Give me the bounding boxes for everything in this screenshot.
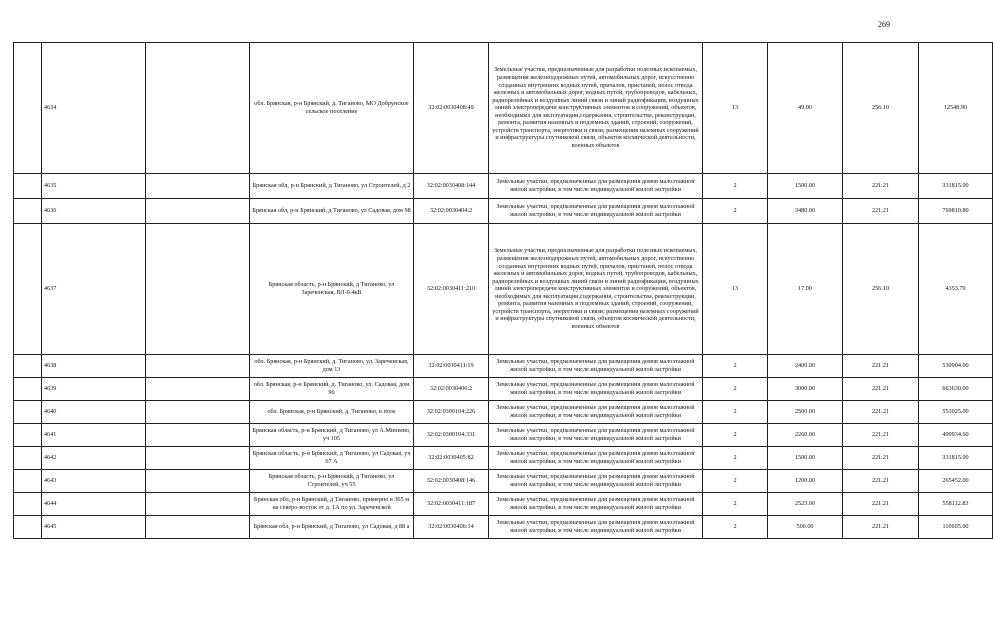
- address-cell: Брянская область, р-н Брянский, д Тиганово, ул Садовая, уч 67 А: [250, 447, 414, 470]
- category-cell: 2: [703, 401, 768, 424]
- empty-cell: [14, 401, 42, 424]
- area-cell: 1200.00: [768, 470, 843, 493]
- empty-cell: [146, 516, 250, 539]
- cadastral-number-cell: 32:02:0030408:49: [414, 43, 489, 174]
- empty-cell: [14, 424, 42, 447]
- area-cell: 2260.00: [768, 424, 843, 447]
- area-cell: 3000.00: [768, 378, 843, 401]
- row-number: 4638: [42, 355, 146, 378]
- permitted-use-cell: Земельные участки, предназначенные для размещения домов малоэтажной жилой застройки, в том числе индивидуальной жилой застройки: [489, 470, 703, 493]
- cadastral-number-cell: 32:02:0300104:331: [414, 424, 489, 447]
- category-cell: 2: [703, 174, 768, 199]
- permitted-use-cell: Земельные участки, предназначенные для размещения домов малоэтажной жилой застройки, в том числе индивидуальной жилой застройки: [489, 174, 703, 199]
- row-number: 4639: [42, 378, 146, 401]
- empty-cell: [14, 43, 42, 174]
- empty-cell: [146, 224, 250, 355]
- table-row: [14, 516, 993, 539]
- permitted-use-cell: Земельные участки, предназначенные для разработки полезных ископаемых, размещения железнодорожных путей, автомобильных дорог, искусственно созданных внутренних водных путей, причалов, пристаней, полос отвода железных и автомобильных дорог, водных путей, трубопроводов, кабельных, радиорелейных и воздушных линий связи и линий радиофикации, воздушных линий электропередачи конструктивных элементов и сооружений, объектов, необходимых для эксплуатации,содержания, строительства, реконструкции, ремонта, развития наземных и подземных зданий, строений, сооружений, устройств транспорта, энергетики и связи; размещения наземных сооружений и инфраструктуры спутниковой связи, объектов космической деятельности, военных объектов: [489, 43, 703, 174]
- address-cell: Брянская обл, р-н Брянский, д Тиганово, ул Садовая, дом 98: [250, 199, 414, 224]
- row-number: 4636: [42, 199, 146, 224]
- cadastral-cost-cell: 530904.00: [919, 355, 993, 378]
- empty-cell: [146, 199, 250, 224]
- table-row: [14, 470, 993, 493]
- cadastral-cost-cell: 558112.83: [919, 493, 993, 516]
- rate-cell: 256.10: [843, 224, 919, 355]
- cadastral-cost-cell: 499934.60: [919, 424, 993, 447]
- rate-cell: 221.21: [843, 447, 919, 470]
- category-cell: 2: [703, 199, 768, 224]
- address-cell: Брянская обл, р-н Брянский, д Тиганово, примерно в 365 м на северо-восток от д. 1А по ул. Зареченской: [250, 493, 414, 516]
- address-cell: Брянская область, р-н Брянский, д Тиганово, ул А.Минеево, уч 105: [250, 424, 414, 447]
- address-cell: обл. Брянская, р-н Брянский, д. Тиганово, МО Добрунское сельское поселение: [250, 43, 414, 174]
- rate-cell: 221.21: [843, 174, 919, 199]
- category-cell: 13: [703, 43, 768, 174]
- category-cell: 2: [703, 378, 768, 401]
- rate-cell: 221.21: [843, 378, 919, 401]
- row-number: 4635: [42, 174, 146, 199]
- table-body: [14, 43, 993, 539]
- row-number: 4642: [42, 447, 146, 470]
- cadastral-cost-cell: 110605.00: [919, 516, 993, 539]
- table-row: [14, 355, 993, 378]
- row-number: 4640: [42, 401, 146, 424]
- empty-cell: [146, 43, 250, 174]
- empty-cell: [14, 174, 42, 199]
- permitted-use-cell: Земельные участки, предназначенные для размещения домов малоэтажной жилой застройки, в том числе индивидуальной жилой застройки: [489, 199, 703, 224]
- row-number: 4643: [42, 470, 146, 493]
- rate-cell: 221.21: [843, 516, 919, 539]
- address-cell: Брянская обл, р-н Брянский, д Тиганово, ул Садовая, д 88 а: [250, 516, 414, 539]
- permitted-use-cell: Земельные участки, предназначенные для размещения домов малоэтажной жилой застройки, в том числе индивидуальной жилой застройки: [489, 355, 703, 378]
- area-cell: 2400.00: [768, 355, 843, 378]
- area-cell: 500.00: [768, 516, 843, 539]
- table-row: [14, 43, 993, 174]
- row-number: 4637: [42, 224, 146, 355]
- area-cell: 17.00: [768, 224, 843, 355]
- permitted-use-cell: Земельные участки, предназначенные для размещения домов малоэтажной жилой застройки, в том числе индивидуальной жилой застройки: [489, 401, 703, 424]
- empty-cell: [146, 447, 250, 470]
- address-cell: обл. Брянская, р-н Брянский, д. Тиганово, ул. Садовая, дом 90: [250, 378, 414, 401]
- permitted-use-cell: Земельные участки, предназначенные для разработки полезных ископаемых, размещения железнодорожных путей, автомобильных дорог, искусственно созданных внутренних водных путей, причалов, пристаней, полос отвода железных и автомобильных дорог, водных путей, трубопроводов, кабельных, радиорелейных и воздушных линий связи и линий радиофикации, воздушных линий электропередачи конструктивных элементов и сооружений, объектов, необходимых для эксплуатации,содержания, строительства, реконструкции, ремонта, развития наземных и подземных зданий, строений, сооружений, устройств транспорта, энергетики и связи; размещения наземных сооружений и инфраструктуры спутниковой связи, объектов космической деятельности, военных объектов: [489, 224, 703, 355]
- cadastral-cost-cell: 553025.00: [919, 401, 993, 424]
- empty-cell: [14, 378, 42, 401]
- category-cell: 2: [703, 516, 768, 539]
- cadastral-number-cell: 32:02:0030406:14: [414, 516, 489, 539]
- cadastral-number-cell: 32:02:0030408:146: [414, 470, 489, 493]
- rate-cell: 221.21: [843, 424, 919, 447]
- category-cell: 2: [703, 470, 768, 493]
- row-number: 4634: [42, 43, 146, 174]
- permitted-use-cell: Земельные участки, предназначенные для размещения домов малоэтажной жилой застройки, в том числе индивидуальной жилой застройки: [489, 378, 703, 401]
- cadastral-cost-cell: 331815.00: [919, 447, 993, 470]
- area-cell: 1500.00: [768, 174, 843, 199]
- row-number: 4645: [42, 516, 146, 539]
- category-cell: 2: [703, 424, 768, 447]
- table-row: [14, 378, 993, 401]
- page-number: 269: [878, 20, 890, 29]
- empty-cell: [14, 470, 42, 493]
- address-cell: обл. Брянская, р-н Брянский, д. Тиганово, в поле: [250, 401, 414, 424]
- rate-cell: 221.21: [843, 470, 919, 493]
- empty-cell: [14, 447, 42, 470]
- rate-cell: 221.21: [843, 199, 919, 224]
- rate-cell: 221.21: [843, 355, 919, 378]
- table-row: [14, 224, 993, 355]
- area-cell: 2523.00: [768, 493, 843, 516]
- table-row: [14, 447, 993, 470]
- address-cell: Брянская область, р-н Брянский, д Тиганово, ул Зареченская, ВЛ-0.4кВ: [250, 224, 414, 355]
- address-cell: Брянская обл, р-н Брянский, д Тиганово, ул Строителей, д 2: [250, 174, 414, 199]
- empty-cell: [146, 424, 250, 447]
- empty-cell: [146, 174, 250, 199]
- empty-cell: [146, 401, 250, 424]
- empty-cell: [14, 493, 42, 516]
- table-row: [14, 493, 993, 516]
- cadastral-number-cell: 32:02:0030408:144: [414, 174, 489, 199]
- permitted-use-cell: Земельные участки, предназначенные для размещения домов малоэтажной жилой застройки, в том числе индивидуальной жилой застройки: [489, 447, 703, 470]
- cadastral-number-cell: 32:02:0300104:226: [414, 401, 489, 424]
- cadastral-number-cell: 32:02:0030406:2: [414, 378, 489, 401]
- empty-cell: [146, 378, 250, 401]
- permitted-use-cell: Земельные участки, предназначенные для размещения домов малоэтажной жилой застройки, в том числе индивидуальной жилой застройки: [489, 424, 703, 447]
- rate-cell: 256.10: [843, 43, 919, 174]
- area-cell: 3480.00: [768, 199, 843, 224]
- cadastral-cost-cell: 4353.70: [919, 224, 993, 355]
- table-row: [14, 174, 993, 199]
- rate-cell: 221.21: [843, 493, 919, 516]
- area-cell: 1500.00: [768, 447, 843, 470]
- cadastral-number-cell: 32:02:0030405:82: [414, 447, 489, 470]
- cadastral-number-cell: 32:02:0030411:187: [414, 493, 489, 516]
- row-number: 4644: [42, 493, 146, 516]
- address-cell: Брянская область, р-н Брянский, д Тиганово, ул Строителей, уч 55: [250, 470, 414, 493]
- area-cell: 49.00: [768, 43, 843, 174]
- cadastral-number-cell: 32:02:0030411:210: [414, 224, 489, 355]
- category-cell: 2: [703, 355, 768, 378]
- empty-cell: [14, 355, 42, 378]
- permitted-use-cell: Земельные участки, предназначенные для размещения домов малоэтажной жилой застройки, в том числе индивидуальной жилой застройки: [489, 516, 703, 539]
- cadastral-cost-cell: 663630.00: [919, 378, 993, 401]
- cadastral-cost-cell: 331815.00: [919, 174, 993, 199]
- cadastral-cost-cell: 769810.80: [919, 199, 993, 224]
- land-register-table: [13, 42, 993, 539]
- cadastral-cost-cell: 265452.00: [919, 470, 993, 493]
- empty-cell: [146, 493, 250, 516]
- category-cell: 2: [703, 447, 768, 470]
- cadastral-number-cell: 32:02:0030411:19: [414, 355, 489, 378]
- row-number: 4641: [42, 424, 146, 447]
- table-row: [14, 199, 993, 224]
- empty-cell: [14, 224, 42, 355]
- empty-cell: [14, 516, 42, 539]
- empty-cell: [146, 470, 250, 493]
- table-row: [14, 401, 993, 424]
- category-cell: 13: [703, 224, 768, 355]
- area-cell: 2500.00: [768, 401, 843, 424]
- cadastral-number-cell: 32:02:0030404:2: [414, 199, 489, 224]
- empty-cell: [146, 355, 250, 378]
- cadastral-cost-cell: 12548.90: [919, 43, 993, 174]
- empty-cell: [14, 199, 42, 224]
- rate-cell: 221.21: [843, 401, 919, 424]
- permitted-use-cell: Земельные участки, предназначенные для размещения домов малоэтажной жилой застройки, в том числе индивидуальной жилой застройки: [489, 493, 703, 516]
- category-cell: 2: [703, 493, 768, 516]
- address-cell: обл. Брянская, р-н Брянский, д. Тиганово, ул. Зареченская, дом 13: [250, 355, 414, 378]
- table-row: [14, 424, 993, 447]
